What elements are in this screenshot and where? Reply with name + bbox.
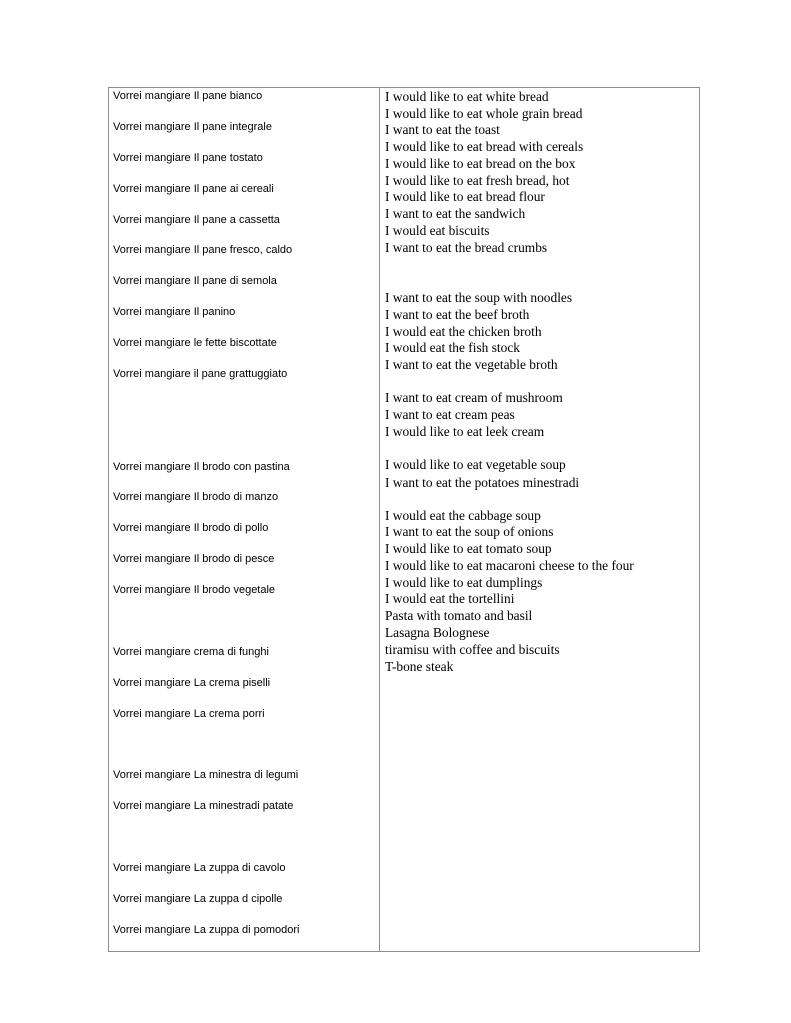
english-phrase: Lasagna Bolognese [385,625,490,640]
italian-phrase: Vorrei mangiare La zuppa di pomodori [113,924,300,936]
english-phrase: Pasta with tomato and basil [385,608,533,623]
english-phrase: I would like to eat vegetable soup [385,457,566,472]
english-phrase: I want to eat the bread crumbs [385,240,548,255]
english-phrase: I would eat biscuits [385,223,490,238]
english-phrase: tiramisu with coffee and biscuits [385,642,560,657]
italian-phrase: Vorrei mangiare La zuppa di cavolo [113,862,286,874]
italian-phrase: Vorrei mangiare La zuppa d cipolle [113,893,283,905]
italian-phrase: Vorrei mangiare le fette biscottate [113,337,277,349]
english-phrase: I want to eat the potatoes minestradi [385,475,580,490]
italian-phrase: Vorrei mangiare Il brodo di pollo [113,522,269,534]
english-phrase: I would like to eat tomato soup [385,541,552,556]
italian-phrase: Vorrei mangiare La minestradi patate [113,800,294,812]
english-phrase: I would like to eat macaroni cheese to the four [385,558,634,573]
english-phrase: I would eat the tortellini [385,591,515,606]
english-phrase: I would eat the chicken broth [385,324,542,339]
english-phrase: I would like to eat bread with cereals [385,139,584,154]
italian-phrase: Vorrei mangiare La crema piselli [113,677,271,689]
italian-phrase: Vorrei mangiare Il brodo con pastina [113,461,290,473]
english-phrase: I want to eat the sandwich [385,206,526,221]
english-phrase: I would like to eat dumplings [385,575,543,590]
english-phrase: I want to eat the vegetable broth [385,357,558,372]
english-phrase: I want to eat the toast [385,122,500,137]
column-divider [379,87,380,952]
english-phrase: I want to eat the beef broth [385,307,530,322]
italian-phrase: Vorrei mangiare Il brodo di manzo [113,491,279,503]
english-phrase: I want to eat the soup with noodles [385,290,573,305]
english-phrase: I would like to eat bread on the box [385,156,576,171]
english-phrase: I would like to eat fresh bread, hot [385,173,570,188]
italian-phrase: Vorrei mangiare Il pane bianco [113,90,263,102]
italian-phrase: Vorrei mangiare Il pane tostato [113,152,263,164]
italian-phrase: Vorrei mangiare La minestra di legumi [113,769,299,781]
english-phrase: I would eat the fish stock [385,340,520,355]
italian-phrase: Vorrei mangiare il pane grattuggiato [113,368,288,380]
italian-phrase: Vorrei mangiare Il pane a cassetta [113,214,280,226]
italian-phrase: Vorrei mangiare Il brodo vegetale [113,584,276,596]
english-phrase: I want to eat cream of mushroom [385,390,563,405]
english-phrase: I want to eat cream peas [385,407,515,422]
english-phrase: I would like to eat bread flour [385,189,545,204]
italian-phrase: Vorrei mangiare Il pane fresco, caldo [113,244,293,256]
english-phrase: I would eat the cabbage soup [385,508,541,523]
english-phrase: T-bone steak [385,659,454,674]
english-phrase: I would like to eat whole grain bread [385,106,583,121]
english-phrase: I would like to eat white bread [385,89,549,104]
italian-phrase: Vorrei mangiare Il pane di semola [113,275,277,287]
italian-phrase: Vorrei mangiare Il pane ai cereali [113,183,274,195]
english-phrase: I want to eat the soup of onions [385,524,554,539]
italian-phrase: Vorrei mangiare Il panino [113,306,236,318]
english-phrase: I would like to eat leek cream [385,424,545,439]
italian-phrase: Vorrei mangiare crema di funghi [113,646,269,658]
italian-phrase: Vorrei mangiare Il pane integrale [113,121,272,133]
italian-phrase: Vorrei mangiare La crema porri [113,708,265,720]
italian-phrase: Vorrei mangiare Il brodo di pesce [113,553,275,565]
